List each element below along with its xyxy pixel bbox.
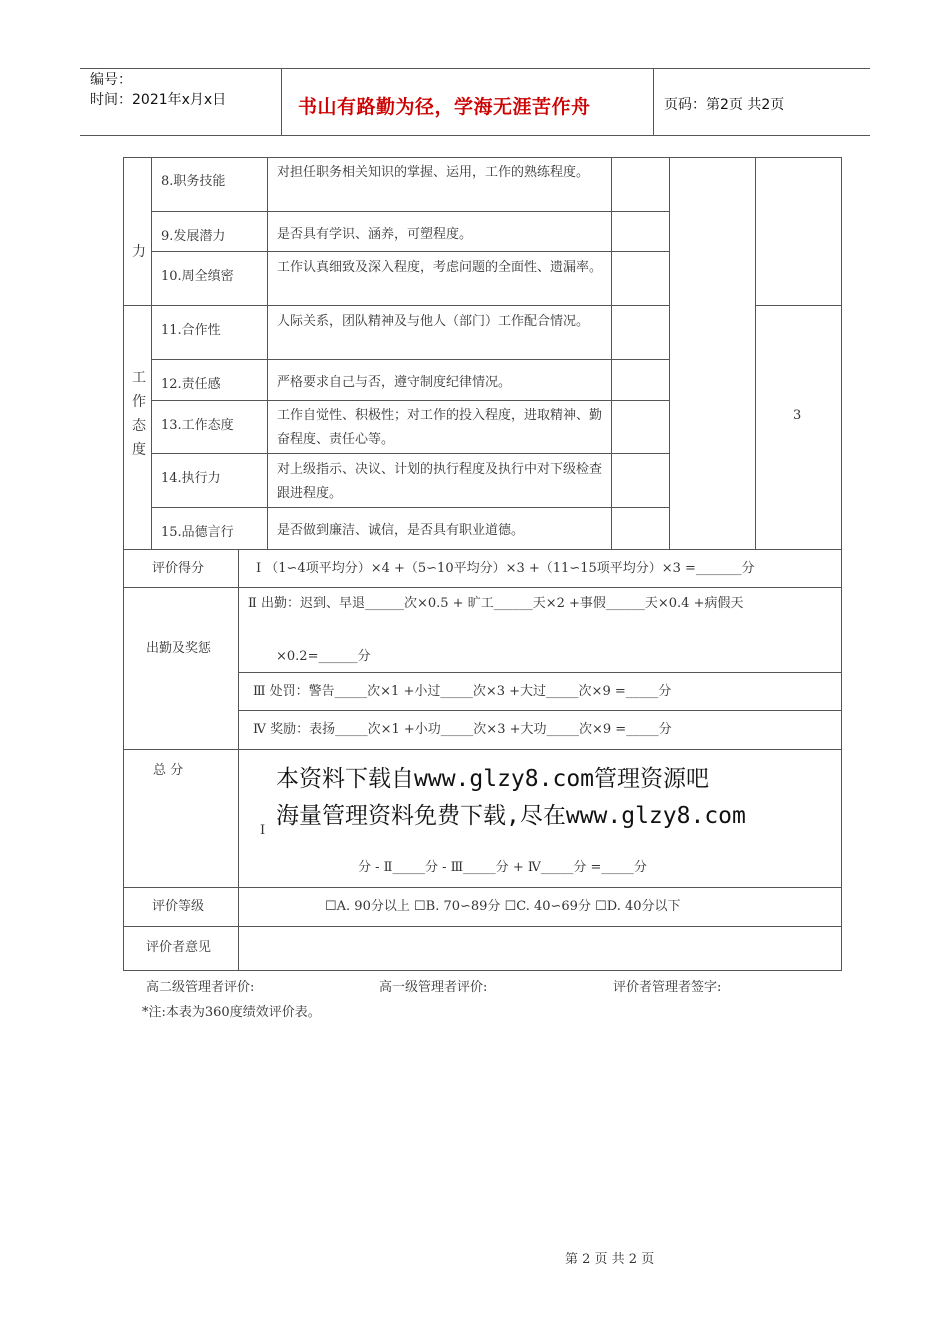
section-attitude-char-3: 态 [132, 418, 146, 434]
watermark-line-1: 本资料下载自www.glzy8.com管理资源吧 [276, 766, 710, 792]
signature-label: 高一级管理者评价: [379, 980, 488, 995]
table-note: *注:本表为360度绩效评价表。 [142, 1005, 321, 1020]
attendance-line: Ⅱ 出勤：迟到、早退______次×0.5 + 旷工______天×2 +事假______天×0.4 +病假天 [248, 596, 744, 611]
page-number-label: 页码：第2页 共2页 [664, 97, 785, 113]
item-desc: 对担任职务相关知识的掌握、运用，工作的熟练程度。 [277, 165, 590, 180]
item-name: 11.合作性 [161, 323, 221, 338]
section-attitude-char-4: 度 [132, 442, 146, 458]
header-bottom-rule [80, 135, 870, 136]
header-top-rule [80, 68, 870, 69]
header-divider-1 [281, 68, 282, 136]
item-desc: 工作认真细致及深入程度，考虑问题的全面性、遗漏率。 [277, 260, 603, 275]
item-name: 12.责任感 [161, 377, 221, 392]
item-name: 10.周全缜密 [161, 269, 234, 284]
grade-options[interactable]: ☐A. 90分以上 ☐B. 70∽89分 ☐C. 40∽69分 ☐D. 40分以下 [325, 899, 681, 914]
item-desc: 是否具有学识、涵养，可塑程度。 [277, 227, 473, 242]
item-desc: 工作自觉性、积极性；对工作的投入程度，进取精神、勤奋程度、责任心等。 [277, 408, 603, 447]
attendance-line-cont: ×0.2=______分 [276, 649, 371, 664]
doc-date: 时间：2021年x月x日 [90, 92, 227, 108]
weight-value: 3 [793, 408, 802, 423]
attendance-label: 出勤及奖惩 [146, 641, 212, 656]
item-name: 15.品德言行 [161, 525, 234, 540]
header-divider-2 [653, 68, 654, 136]
item-name: 9.发展潜力 [161, 229, 226, 244]
item-desc: 是否做到廉洁、诚信，是否具有职业道德。 [277, 523, 525, 538]
watermark-line-2: 海量管理资料免费下载,尽在www.glzy8.com [276, 803, 746, 829]
item-desc: 对上级指示、决议、计划的执行程度及执行中对下级检查跟进程度。 [277, 462, 603, 501]
item-name: 13.工作态度 [161, 418, 234, 433]
item-desc: 人际关系，团队精神及与他人（部门）工作配合情况。 [277, 314, 590, 329]
score-label: 评价得分 [152, 561, 205, 576]
signature-label: 评价者管理者签字: [613, 980, 722, 995]
score-formula: Ⅰ （1∽4项平均分）×4 +（5∽10平均分）×3 +（11∽15项平均分）×3 =_______分 [256, 561, 755, 576]
section-ability-label: 力 [132, 244, 146, 260]
total-roman: Ⅰ [260, 823, 266, 838]
section-attitude-char-2: 作 [132, 394, 146, 410]
total-formula: 分 - Ⅱ_____分 - Ⅲ_____分 + Ⅳ_____分 =_____分 [358, 860, 647, 875]
signature-label: 高二级管理者评价: [146, 980, 255, 995]
section-attitude-char-1: 工 [132, 370, 146, 386]
item-name: 14.执行力 [161, 471, 221, 486]
total-label: 总 分 [153, 763, 184, 778]
item-name: 8.职务技能 [161, 174, 226, 189]
page-footer: 第 2 页 共 2 页 [565, 1252, 655, 1267]
page-title: 书山有路勤为径，学海无涯苦作舟 [298, 96, 591, 118]
opinion-label: 评价者意见 [146, 940, 212, 955]
reward-line: Ⅳ 奖励：表扬_____次×1 +小功_____次×3 +大功_____次×9 =_____分 [253, 722, 672, 737]
penalty-line: Ⅲ 处罚：警告_____次×1 +小过_____次×3 +大过_____次×9 =_____分 [253, 684, 672, 699]
grade-label: 评价等级 [152, 899, 205, 914]
doc-code: 编号： [90, 72, 132, 88]
item-desc: 严格要求自己与否，遵守制度纪律情况。 [277, 375, 512, 390]
